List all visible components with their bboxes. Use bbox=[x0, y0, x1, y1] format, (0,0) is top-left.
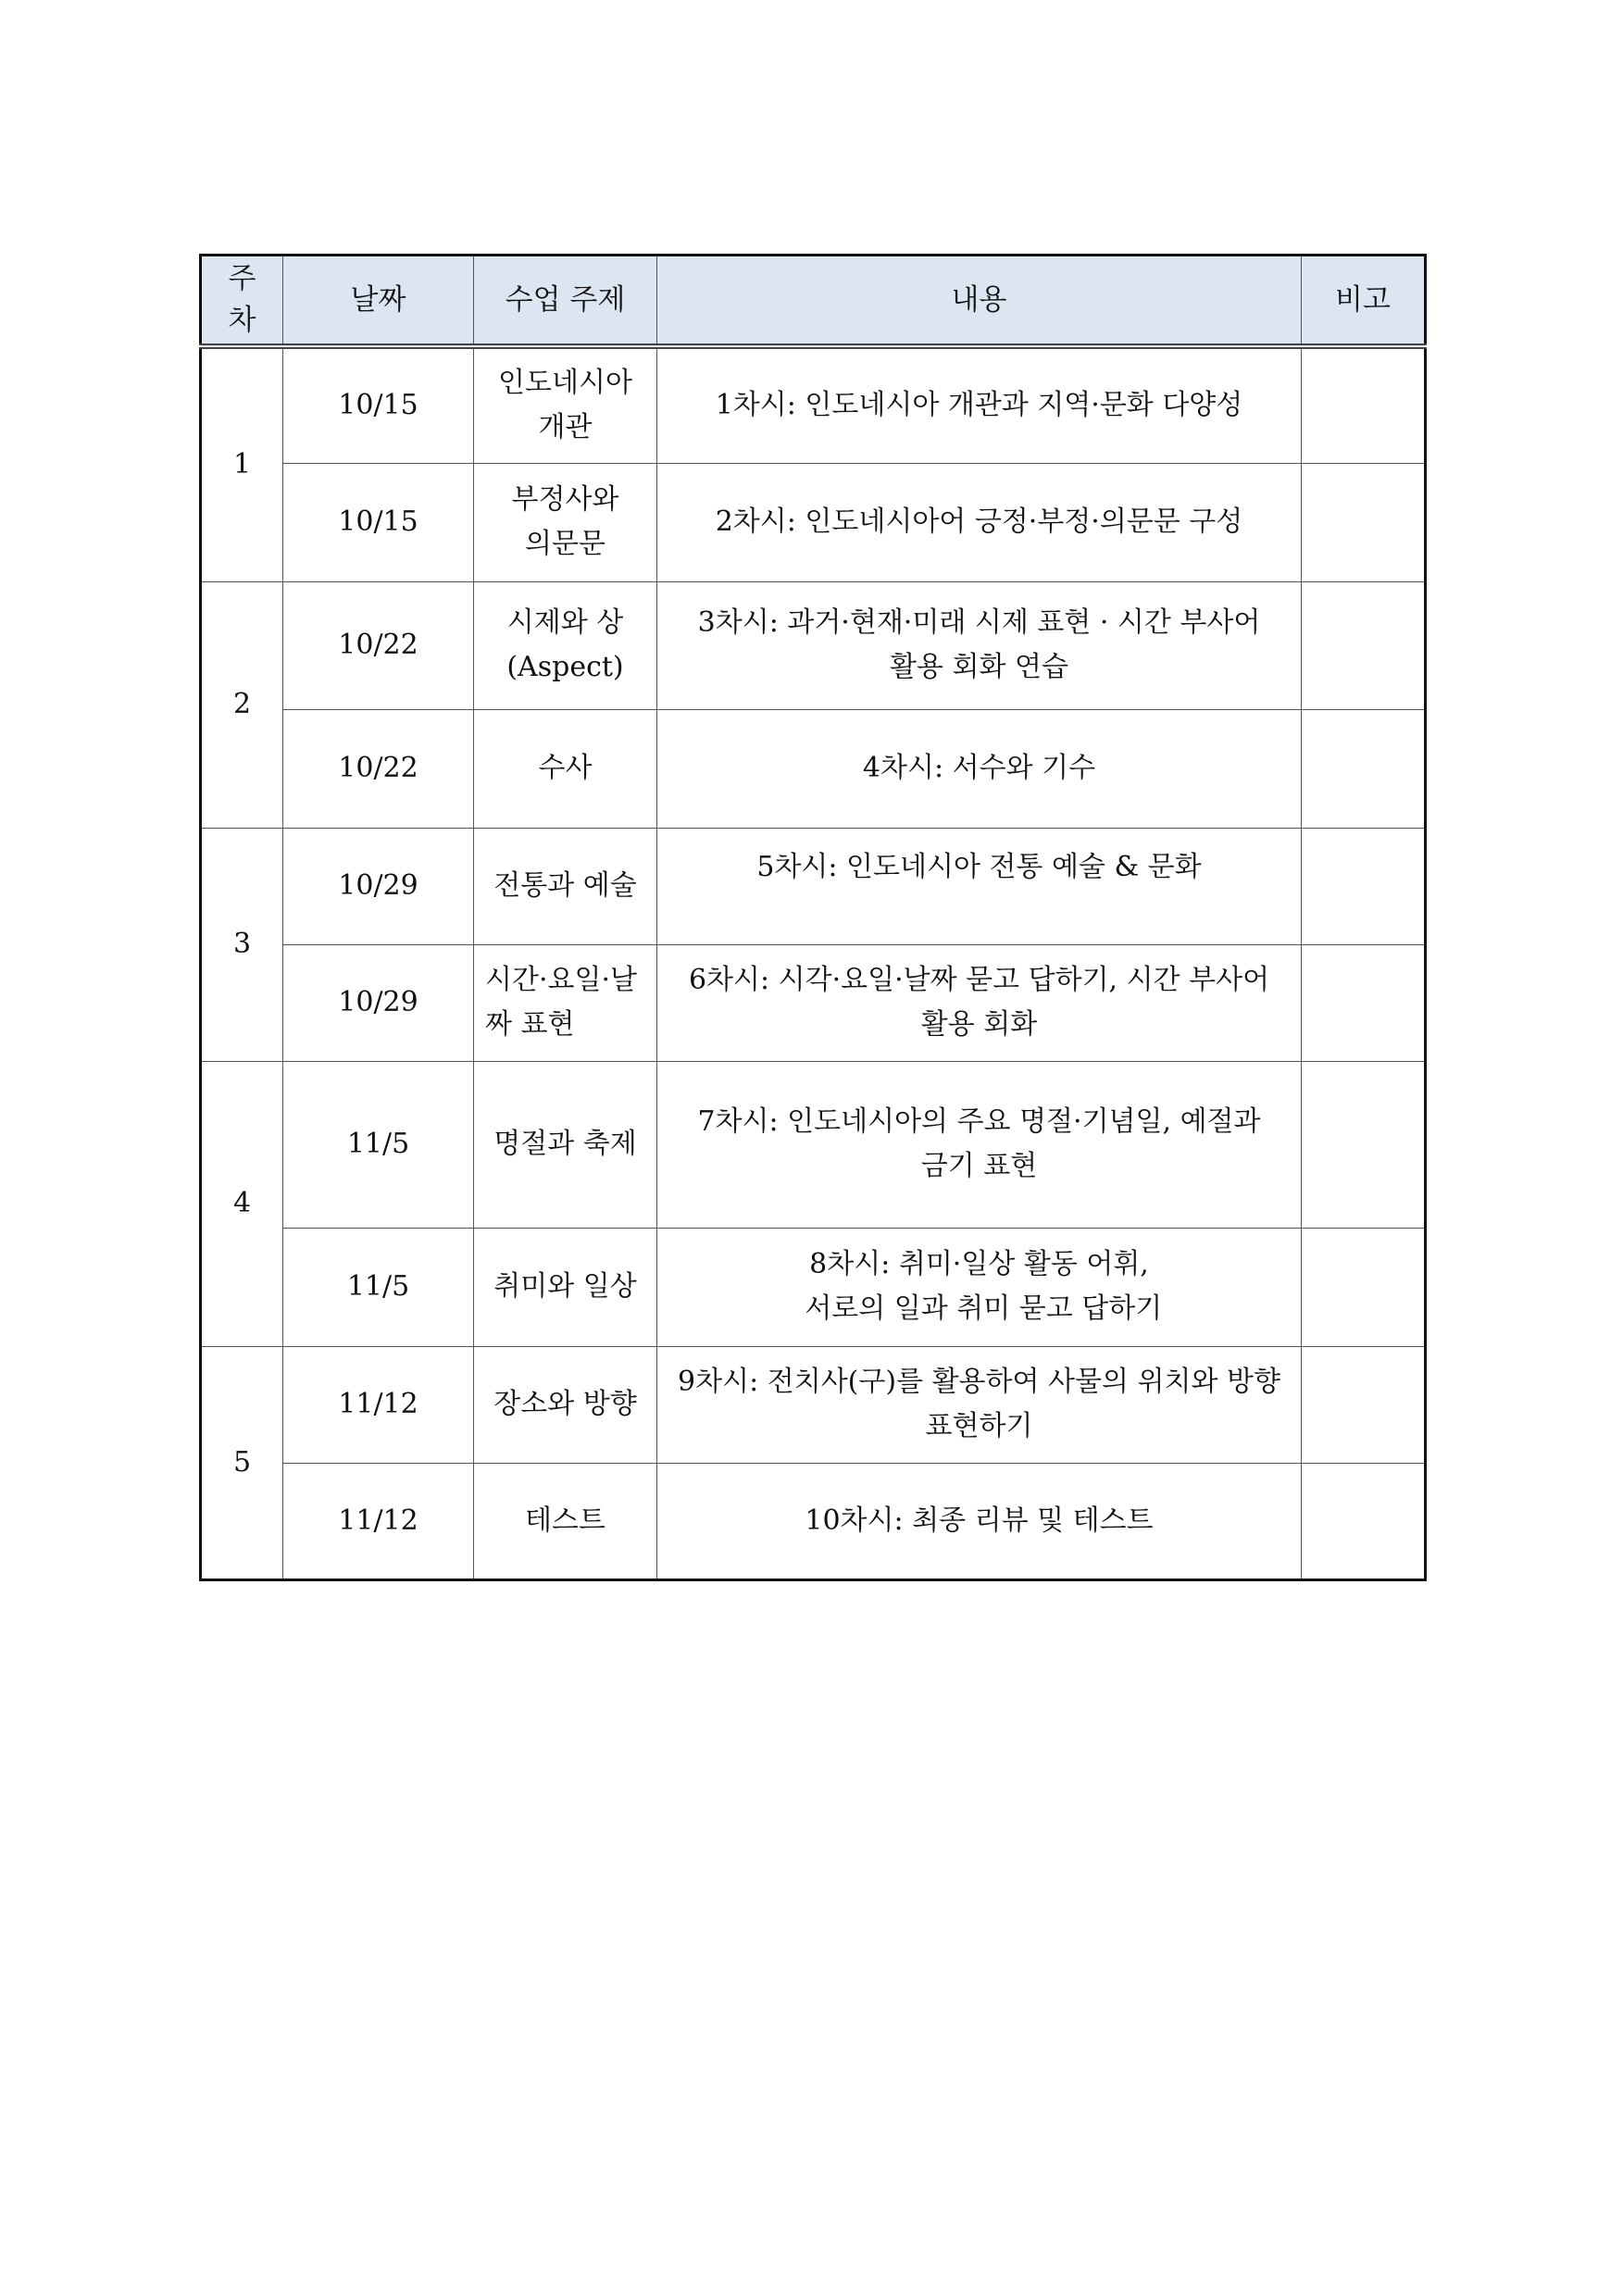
session-topic: 부정사와 의문문 bbox=[474, 463, 657, 581]
week-number: 1 bbox=[201, 346, 283, 581]
session-content: 5차시: 인도네시아 전통 예술 & 문화 bbox=[657, 828, 1302, 944]
table-row bbox=[201, 581, 1426, 709]
header-topic: 수업 주제 bbox=[474, 256, 657, 347]
session-topic: 취미와 일상 bbox=[474, 1228, 657, 1346]
session-content: 3차시: 과거·현재·미래 시제 표현 · 시간 부사어 활용 회화 연습 bbox=[657, 581, 1302, 709]
session-content: 7차시: 인도네시아의 주요 명절·기념일, 예절과 금기 표현 bbox=[657, 1061, 1302, 1228]
note-cell bbox=[1302, 944, 1426, 1061]
note-cell bbox=[1302, 709, 1426, 828]
session-topic: 인도네시아 개관 bbox=[474, 346, 657, 463]
week-number: 4 bbox=[201, 1061, 283, 1346]
session-content: 10차시: 최종 리뷰 및 테스트 bbox=[657, 1463, 1302, 1579]
note-cell bbox=[1302, 1463, 1426, 1579]
session-date: 10/29 bbox=[283, 828, 474, 944]
table-row bbox=[201, 944, 1426, 1061]
header-week-label: 주차 bbox=[228, 262, 256, 337]
note-cell bbox=[1302, 1061, 1426, 1228]
session-content: 9차시: 전치사(구)를 활용하여 사물의 위치와 방향 표현하기 bbox=[657, 1346, 1302, 1463]
note-cell bbox=[1302, 581, 1426, 709]
session-date: 11/5 bbox=[283, 1061, 474, 1228]
table-row bbox=[201, 1228, 1426, 1346]
session-topic: 테스트 bbox=[474, 1463, 657, 1579]
session-content: 2차시: 인도네시아어 긍정·부정·의문문 구성 bbox=[657, 463, 1302, 581]
note-cell bbox=[1302, 1346, 1426, 1463]
session-topic: 전통과 예술 bbox=[474, 828, 657, 944]
week-number: 3 bbox=[201, 828, 283, 1061]
table-row bbox=[201, 828, 1426, 944]
table-row bbox=[201, 1061, 1426, 1228]
session-topic: 명절과 축제 bbox=[474, 1061, 657, 1228]
note-cell bbox=[1302, 346, 1426, 463]
session-topic: 수사 bbox=[474, 709, 657, 828]
note-cell bbox=[1302, 463, 1426, 581]
session-content: 8차시: 취미·일상 활동 어휘, 서로의 일과 취미 묻고 답하기 bbox=[657, 1228, 1302, 1346]
table-row bbox=[201, 463, 1426, 581]
note-cell bbox=[1302, 828, 1426, 944]
table-row bbox=[201, 1463, 1426, 1579]
session-date: 10/22 bbox=[283, 581, 474, 709]
schedule-table bbox=[199, 254, 1427, 1581]
session-date: 10/15 bbox=[283, 463, 474, 581]
header-week bbox=[201, 256, 283, 347]
session-content: 1차시: 인도네시아 개관과 지역·문화 다양성 bbox=[657, 346, 1302, 463]
table-row bbox=[201, 1346, 1426, 1463]
session-topic: 시제와 상(Aspect) bbox=[474, 581, 657, 709]
table-row bbox=[201, 709, 1426, 828]
header-date: 날짜 bbox=[283, 256, 474, 347]
header-row bbox=[201, 256, 1426, 347]
session-content: 6차시: 시각·요일·날짜 묻고 답하기, 시간 부사어 활용 회화 bbox=[657, 944, 1302, 1061]
session-topic: 시간·요일·날짜 표현 bbox=[474, 944, 657, 1061]
session-topic: 장소와 방향 bbox=[474, 1346, 657, 1463]
week-number: 2 bbox=[201, 581, 283, 828]
session-date: 11/12 bbox=[283, 1463, 474, 1579]
session-date: 11/12 bbox=[283, 1346, 474, 1463]
header-content: 내용 bbox=[657, 256, 1302, 347]
session-date: 10/29 bbox=[283, 944, 474, 1061]
note-cell bbox=[1302, 1228, 1426, 1346]
header-note: 비고 bbox=[1302, 256, 1426, 347]
session-date: 11/5 bbox=[283, 1228, 474, 1346]
table-row bbox=[201, 346, 1426, 463]
session-content: 4차시: 서수와 기수 bbox=[657, 709, 1302, 828]
session-date: 10/15 bbox=[283, 346, 474, 463]
week-number: 5 bbox=[201, 1346, 283, 1579]
session-date: 10/22 bbox=[283, 709, 474, 828]
